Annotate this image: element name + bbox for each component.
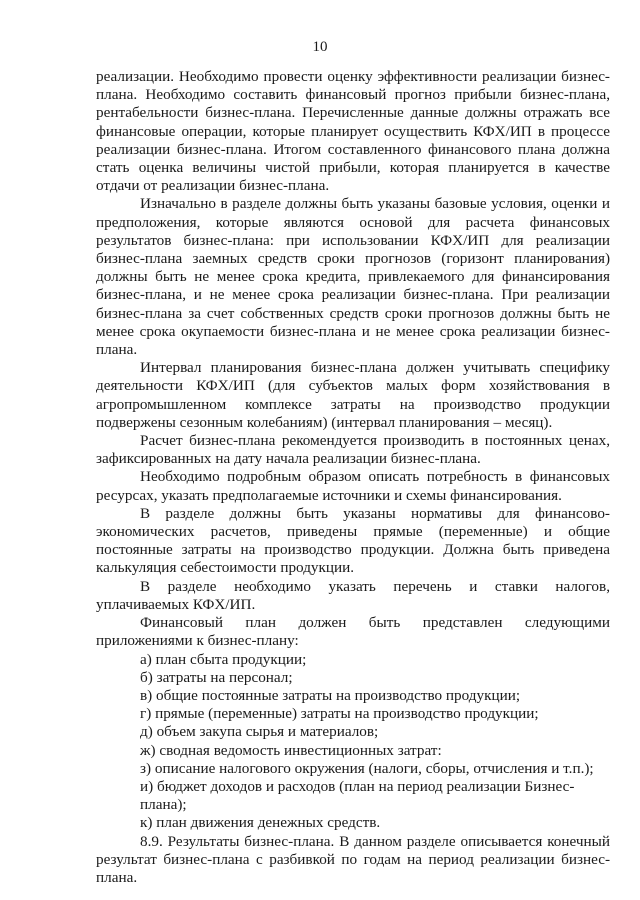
- paragraph-basic-assumptions: Изначально в разделе должны быть указаны базовые условия, оценки и предположения, которые являются основой для расчета финансовых результатов бизнес-плана: при использовании КФХ/ИП для реализации бизнес-плана заемных средств сроки прогнозов (горизонт планирования) должны быть не менее срока кредита, привлекаемого для финансирования бизнес-плана, и не менее срока реализации бизнес-плана. При реализации бизнес-плана за счет собственных средств сроки прогнозов должны быть не менее срока окупаемости бизнес-плана и не менее срока реализации бизнес-плана.: [96, 195, 610, 359]
- paragraph-constant-prices: Расчет бизнес-плана рекомендуется производить в постоянных ценах, зафиксированных на дату начала реализации бизнес-плана.: [96, 432, 610, 468]
- list-item: и) бюджет доходов и расходов (план на период реализации Бизнес-плана);: [140, 777, 575, 814]
- paragraph-appendices-intro: Финансовый план должен быть представлен следующими приложениями к бизнес-плану:: [96, 614, 610, 650]
- paragraph-norms: В разделе должны быть указаны нормативы для финансово-экономических расчетов, приведены прямые (переменные) и общие постоянные затраты на производство продукции. Должна быть приведена калькуляция себестоимости продукции.: [96, 504, 610, 577]
- list-item: б) затраты на персонал;: [140, 668, 293, 686]
- list-item: а) план сбыта продукции;: [140, 650, 307, 668]
- list-item: к) план движения денежных средств.: [140, 814, 381, 832]
- list-item: з) описание налогового окружения (налоги, сборы, отчисления и т.п.);: [140, 759, 594, 777]
- list-item: в) общие постоянные затраты на производство продукции;: [140, 686, 521, 704]
- page-number: 10: [312, 39, 328, 55]
- paragraph-financing-needs: Необходимо подробным образом описать потребность в финансовых ресурсах, указать предполагаемые источники и схемы финансирования.: [96, 468, 610, 504]
- paragraph-planning-interval: Интервал планирования бизнес-плана должен учитывать специфику деятельности КФХ/ИП (для субъектов малых форм хозяйствования в агропромышленном комплексе затраты на производство продукции подвержены сезонным колебаниям) (интервал планирования – месяц).: [96, 359, 610, 431]
- list-item: ж) сводная ведомость инвестиционных затрат:: [140, 741, 442, 759]
- list-item: д) объем закупа сырья и материалов;: [140, 723, 379, 741]
- paragraph-results-section: 8.9. Результаты бизнес-плана. В данном разделе описывается конечный результат бизнес-плана с разбивкой по годам на период реализации бизнес-плана.: [96, 832, 610, 886]
- paragraph-taxes: В разделе необходимо указать перечень и ставки налогов, уплачиваемых КФХ/ИП.: [96, 577, 610, 613]
- list-item: г) прямые (переменные) затраты на производство продукции;: [140, 705, 539, 723]
- paragraph-continuation: реализации. Необходимо провести оценку эффективности реализации бизнес-плана. Необходимо составить финансовый прогноз прибыли бизнес-плана, рентабельности бизнес-плана. Перечисленные данные должны отражать все финансовые операции, которые планирует осуществить КФХ/ИП в процессе реализации бизнес-плана. Итогом составленного финансового плана должна стать оценка величины чистой прибыли, которая планируется в качестве отдачи от реализации бизнес-плана.: [96, 68, 610, 195]
- page-content: [96, 68, 610, 887]
